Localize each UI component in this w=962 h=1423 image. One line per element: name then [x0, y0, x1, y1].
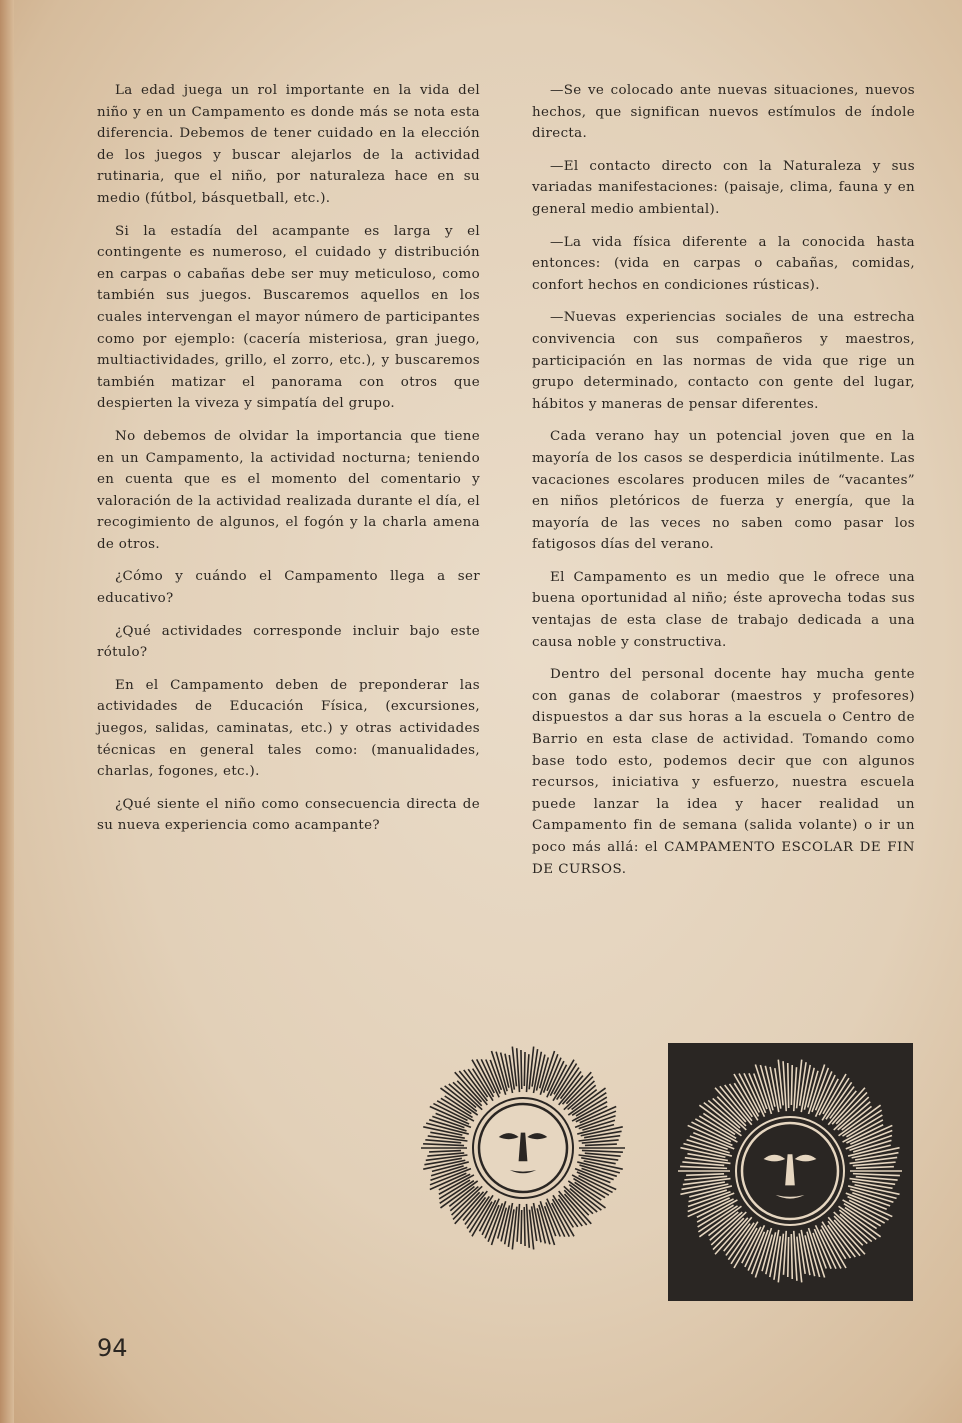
paragraph: Dentro del personal docente hay mucha gente con ganas de colaborar (maestros y profesores) dispuestos a dar sus horas a la escuela o Centro de Barrio en esta clase de actividad. Tomando como base todo esto, podemos decir que con algunos recursos, iniciativa y esfuerzo, nuestra escuela puede lanzar la idea y hacer realidad un Campamento fin de semana (salida volante) o ir un poco más allá: el CAMPAMENTO ESCOLAR DE FIN DE CURSOS. — [532, 667, 915, 877]
right-column — [532, 80, 915, 891]
sun-face-dark-icon — [668, 1043, 913, 1301]
paragraph: Si la estadía del acampante es larga y el contingente es numeroso, el cuidado y distribución en carpas o cabañas debe ser muy meticuloso, como también sus juegos. Buscaremos aquellos en los cuales intervengan el mayor número de participantes como por ejemplo: (cacería misteriosa, gran juego, multiactividades, grillo, el zorro, etc.), y buscaremos también matizar el panorama con otros que despierten la viveza y simpatía del grupo. — [97, 223, 480, 412]
paragraph: —El contacto directo con la Naturaleza y sus variadas manifestaciones: (paisaje, clima, fauna y en general medio ambiental). — [532, 158, 915, 217]
left-column — [97, 80, 480, 848]
page-edge-shadow — [0, 0, 14, 1423]
paragraph: En el Campamento deben de preponderar las actividades de Educación Física, (excursiones, juegos, salidas, caminatas, etc.) y otras actividades técnicas en general tales como: (manualidades, charlas, fogones, etc.). — [97, 677, 480, 780]
page-number: 94 — [97, 1334, 128, 1362]
paragraph: El Campamento es un medio que le ofrece una buena oportunidad al niño; éste aprovecha todas sus ventajas de esta clase de trabajo dedicada a una causa noble y constructiva. — [532, 569, 915, 650]
paragraph: La edad juega un rol importante en la vida del niño y en un Campamento es donde más se nota esta diferencia. Debemos de tener cuidado en la elección de los juegos y buscar alejarlos de la actividad rutinaria, que el niño, por naturaleza hace en su medio (fútbol, básquetball, etc.). — [97, 83, 480, 206]
paragraph: Cada verano hay un potencial joven que en la mayoría de los casos se desperdicia inútilmente. Las vacaciones escolares producen miles de “vacantes” en niños pletóricos de fuerza y energía, que la mayoría de las veces no saben como pasar los fatigosos días del verano. — [532, 429, 915, 553]
paragraph: —Se ve colocado ante nuevas situaciones, nuevos hechos, que significan nuevos estímulos de índole directa. — [532, 83, 915, 142]
sun-face-light-icon — [419, 1044, 627, 1252]
paragraph: ¿Qué actividades corresponde incluir bajo este rótulo? — [97, 623, 480, 661]
paragraph: No debemos de olvidar la importancia que tiene en un Campamento, la actividad nocturna; teniendo en cuenta que es el momento del comentario y valoración de la actividad realizada durante el día, el recogimiento de algunos, el fogón y la charla amena de otros. — [97, 428, 480, 552]
paragraph: ¿Qué siente el niño como consecuencia directa de su nueva experiencia como acampante? — [97, 796, 480, 834]
paragraph: —La vida física diferente a la conocida hasta entonces: (vida en carpas o cabañas, comidas, confort hechos en condiciones rústicas). — [532, 234, 915, 293]
paragraph: —Nuevas experiencias sociales de una estrecha convivencia con sus compañeros y maestros, participación en las normas de vida que rige un grupo determinado, contacto con gente del lugar, hábitos y maneras de pensar diferentes. — [532, 310, 915, 412]
paragraph: ¿Cómo y cuándo el Campamento llega a ser educativo? — [97, 569, 480, 607]
